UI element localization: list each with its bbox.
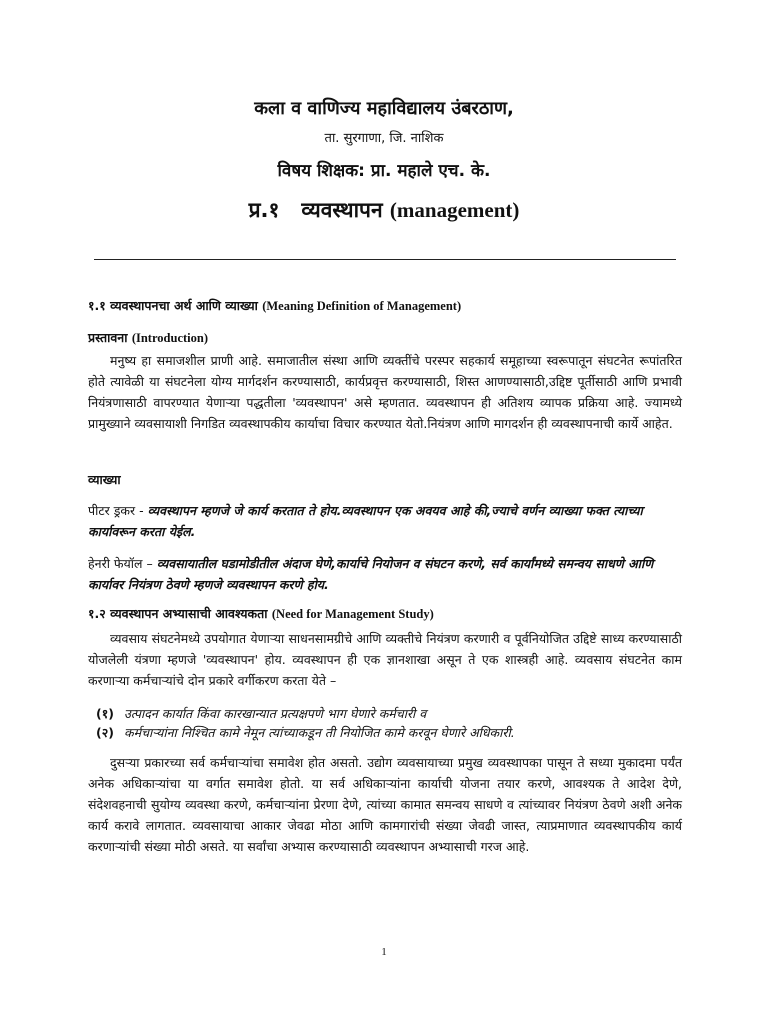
list-item-number: (२) [96,725,114,740]
chapter-title-mr: प्र.१ व्यवस्थापन [248,198,383,222]
definition-fayol [88,553,682,595]
introduction-heading-en: (Introduction) [131,331,208,345]
list-item-text: कर्मचाऱ्यांना निश्चित कामे नेमून त्यांच्याकडून ती नियोजित कामे करवून घेणारे अधिकारी. [124,725,515,740]
introduction-paragraph: मनुष्य हा समाजशील प्राणी आहे. समाजातील संस्था आणि व्यक्तींचे परस्पर सहकार्य समूहाच्या स्वरूपातून संघटनेत रूपांतरित होते त्यावेळी या संघटनेला योग्य मार्गदर्शन करण्यासाठी, कार्यप्रवृत्त करण्यासाठी, शिस्त आणण्यासाठी,उद्दिष्ट पूर्तीसाठी आणि प्रभावी नियंत्रणासाठी वापरण्यात येणाऱ्या पद्धतीला 'व्यवस्थापन' असे म्हणतात. व्यवस्थापन ही अतिशय व्यापक प्रक्रिया आहे. ज्यामध्ये प्रामुख्याने व्यवसायाशी निगडित व्यवस्थापकीय कार्याचा विचार करण्यात येतो.नियंत्रण आणि मागदर्शन ही व्यवस्थापनाची कार्ये आहेत. [88,353,682,431]
college-location: ता. सुरगाणा, जि. नाशिक [324,131,444,146]
need-paragraph: व्यवसाय संघटनेमध्ये उपयोगात येणाऱ्या साधनसामग्रीचे आणि व्यक्तीचे नियंत्रण करणारी व पूर्वनियोजित उद्दिष्टे साध्य करण्यासाठी योजलेली यंत्रणा म्हणजे 'व्यवस्थापन' होय. व्यवस्थापन ही एक ज्ञानशाखा असून ते एक शास्त्रही आहे. व्यवसाय संघटनेत काम करणाऱ्या कर्मचाऱ्यांचे दोन प्रकारे वर्गीकरण करता येते – [88,631,682,688]
introduction-heading-mr: प्रस्तावना [88,330,128,345]
page-number: 1 [381,946,387,958]
chapter-title [0,196,768,224]
definition-text: व्यवसायातील घडामोडीतील अंदाज घेणे,कार्याचे नियोजन व संघटन करणे, सर्व कार्यांमध्ये समन्वय साधणे आणि कार्यावर नियंत्रण ठेवणे म्हणजे व्यवस्थापन करणे होय. [88,556,654,592]
list-item-number: (१) [96,706,114,721]
section-1-2-heading-mr: १.२ व्यवस्थापन अभ्यासाची आवश्यकता [88,606,268,621]
introduction-heading [88,329,682,346]
definition-author: हेनरी फेयॉल – [88,556,153,571]
officers-paragraph: दुसऱ्या प्रकारच्या सर्व कर्मचाऱ्यांचा समावेश होत असतो. उद्योग व्यवसायाच्या प्रमुख व्यवस्थापका पासून ते सध्या मुकादमा पर्यंत अनेक अधिकाऱ्यांचा या वर्गात समावेश होतो. या सर्व अधिकाऱ्यांना कार्याची योजना तयार करणे, आवश्यक ते आदेश देणे, संदेशवहनाची सुयोग्य व्यवस्था करणे, कर्मचाऱ्यांना प्रेरणा देणे, त्यांच्या कामात समन्वय साधणे व त्यांच्यावर नियंत्रण ठेवणे अशी अनेक कार्य करावे लागतात. व्यवसायाचा आकार जेवढा मोठा आणि कामगारांची संख्या जेवढी जास्त, त्याप्रमाणात व्यवस्थापकीय कार्य करणाऱ्यांची संख्या मोठी असते. या सर्वांचा अभ्यास करण्यासाठी व्यवस्थापन अभ्यासाची गरज आहे. [88,755,682,854]
section-1-2-heading [88,605,682,622]
definitions-heading: व्याख्या [88,472,121,487]
section-1-1-heading-mr: १.१ व्यवस्थापनचा अर्थ आणि व्याख्या [88,298,258,313]
definition-text: व्यवस्थापन म्हणजे जे कार्य करतात ते होय.व्यवस्थापन एक अवयव आहे की,ज्याचे वर्णन व्याख्या फक्त त्याच्या कार्यावरून करता येईल. [88,503,643,539]
definition-author: पीटर ड्रकर - [88,503,144,518]
college-title: कला व वाणिज्य महाविद्यालय उंबरठाण, [254,98,514,119]
section-1-1-heading [88,297,682,314]
section-1-1-heading-en: (Meaning Definition of Management) [262,299,462,313]
list-item [96,724,686,741]
list-item [96,705,686,722]
list-item-text: उत्पादन कार्यात किंवा कारखान्यात प्रत्यक्षपणे भाग घेणारे कर्मचारी व [124,706,427,721]
divider-line [94,259,676,260]
definition-drucker [88,500,682,542]
section-1-2-heading-en: (Need for Management Study) [271,607,434,621]
subject-teacher: विषय शिक्षक: प्रा. महाले एच. के. [277,161,491,181]
chapter-title-en: (management) [389,198,520,222]
